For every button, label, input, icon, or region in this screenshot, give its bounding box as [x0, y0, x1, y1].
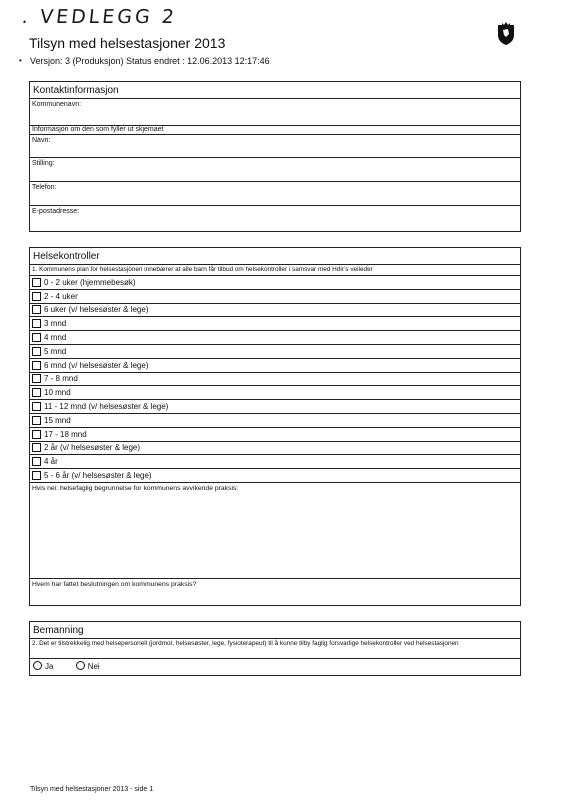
option-row[interactable]	[30, 276, 520, 290]
radio-label: Ja	[45, 662, 54, 671]
checkbox-icon[interactable]	[32, 292, 41, 301]
section-heading: Kontaktinformasjon	[30, 82, 520, 99]
field-label: E-postadresse:	[32, 208, 80, 215]
checkbox-icon[interactable]	[32, 333, 41, 342]
checkbox-icon[interactable]	[32, 305, 41, 314]
section-heading: Bemanning	[30, 622, 520, 639]
name-field[interactable]	[30, 135, 520, 158]
field-label: Hvis nei: helsefaglig begrunnelse for kommunens avvikende praksis:	[32, 484, 239, 492]
municipality-field[interactable]	[30, 99, 520, 126]
question-1: 1. Kommunens plan for helsestasjonen innebærer at alle barn får tilbud om helsekontroller i samsvar med Hdir’s veileder	[30, 265, 520, 276]
option-list	[30, 276, 520, 483]
filler-info-label	[30, 126, 520, 135]
bullet-mark: •	[19, 56, 22, 65]
option-label: 2 - 4 uker	[44, 291, 78, 301]
field-label: Kommunenavn:	[32, 101, 82, 108]
option-row[interactable]	[30, 304, 520, 318]
option-label: 10 mnd	[44, 388, 71, 398]
option-label: 6 uker (v/ helsesøster & lege)	[44, 305, 149, 315]
checkbox-icon[interactable]	[32, 471, 41, 480]
checkbox-icon[interactable]	[32, 361, 41, 370]
radio-circle-icon	[33, 661, 42, 670]
checkbox-icon[interactable]	[32, 402, 41, 411]
yes-radio[interactable]	[33, 662, 53, 671]
radio-circle-icon	[76, 661, 85, 670]
checkbox-icon[interactable]	[32, 347, 41, 356]
option-label: 4 mnd	[44, 333, 67, 343]
option-row[interactable]	[30, 373, 520, 387]
option-label: 11 - 12 mnd (v/ helsesøster & lege)	[44, 402, 169, 412]
option-label: 15 mnd	[44, 415, 71, 425]
checkbox-icon[interactable]	[32, 278, 41, 287]
staffing-section	[29, 621, 521, 676]
page-footer: Tilsyn med helsestasjoner 2013 - side 1	[30, 786, 154, 793]
health-checks-section	[29, 247, 521, 606]
coat-of-arms-icon	[496, 22, 516, 46]
phone-field[interactable]	[30, 182, 520, 206]
radio-label: Nei	[87, 662, 100, 671]
option-row[interactable]	[30, 386, 520, 400]
field-label: Informasjon om den som fyller ut skjemaet	[32, 126, 164, 133]
option-label: 3 mnd	[44, 319, 67, 329]
question-2: 2. Det er tilstrekkelig med helsepersonell (jordmor, helsesøster, lege, fysioterapeut) til å kunne tilby faglig forsvarlige helsekontroller ved helsestasjonen	[30, 639, 520, 659]
field-label: Hvem har fattet beslutningen om kommunens praksis?	[32, 580, 197, 588]
checkbox-icon[interactable]	[32, 443, 41, 452]
option-row[interactable]	[30, 317, 520, 331]
checkbox-icon[interactable]	[32, 457, 41, 466]
option-label: 2 år (v/ helsesøster & lege)	[44, 443, 141, 453]
field-label: Navn:	[32, 137, 51, 144]
option-label: 5 mnd	[44, 346, 67, 356]
checkbox-icon[interactable]	[32, 430, 41, 439]
option-label: 4 år	[44, 457, 58, 467]
option-label: 5 - 6 år (v/ helsesøster & lege)	[44, 471, 152, 481]
checkbox-icon[interactable]	[32, 416, 41, 425]
position-field[interactable]	[30, 158, 520, 182]
section-heading: Helsekontroller	[30, 248, 520, 265]
field-label: Telefon:	[32, 184, 57, 191]
email-field[interactable]	[30, 206, 520, 231]
contact-section	[29, 81, 521, 232]
option-row[interactable]	[30, 359, 520, 373]
option-row[interactable]	[30, 414, 520, 428]
option-row[interactable]	[30, 331, 520, 345]
handwritten-attachment-note: . VEDLEGG 2	[20, 6, 179, 28]
option-label: 0 - 2 uker (hjemmebesøk)	[44, 277, 136, 287]
page-title: Tilsyn med helsestasjoner 2013	[29, 35, 226, 51]
option-label: 17 - 18 mnd	[44, 429, 87, 439]
no-radio[interactable]	[76, 662, 100, 671]
field-label: Stilling:	[32, 160, 55, 167]
version-line: Versjon: 3 (Produksjon) Status endret : 12.06.2013 12:17:46	[30, 56, 270, 66]
yes-no-row	[30, 659, 520, 673]
checkbox-icon[interactable]	[32, 319, 41, 328]
option-label: 6 mnd (v/ helsesøster & lege)	[44, 360, 149, 370]
option-row[interactable]	[30, 400, 520, 414]
option-row[interactable]	[30, 428, 520, 442]
decision-field[interactable]	[30, 579, 520, 601]
checkbox-icon[interactable]	[32, 374, 41, 383]
checkbox-icon[interactable]	[32, 388, 41, 397]
if-no-field[interactable]	[30, 483, 520, 579]
option-row[interactable]	[30, 345, 520, 359]
option-row[interactable]	[30, 469, 520, 483]
option-row[interactable]	[30, 442, 520, 456]
option-row[interactable]	[30, 455, 520, 469]
option-label: 7 - 8 mnd	[44, 374, 78, 384]
option-row[interactable]	[30, 290, 520, 304]
